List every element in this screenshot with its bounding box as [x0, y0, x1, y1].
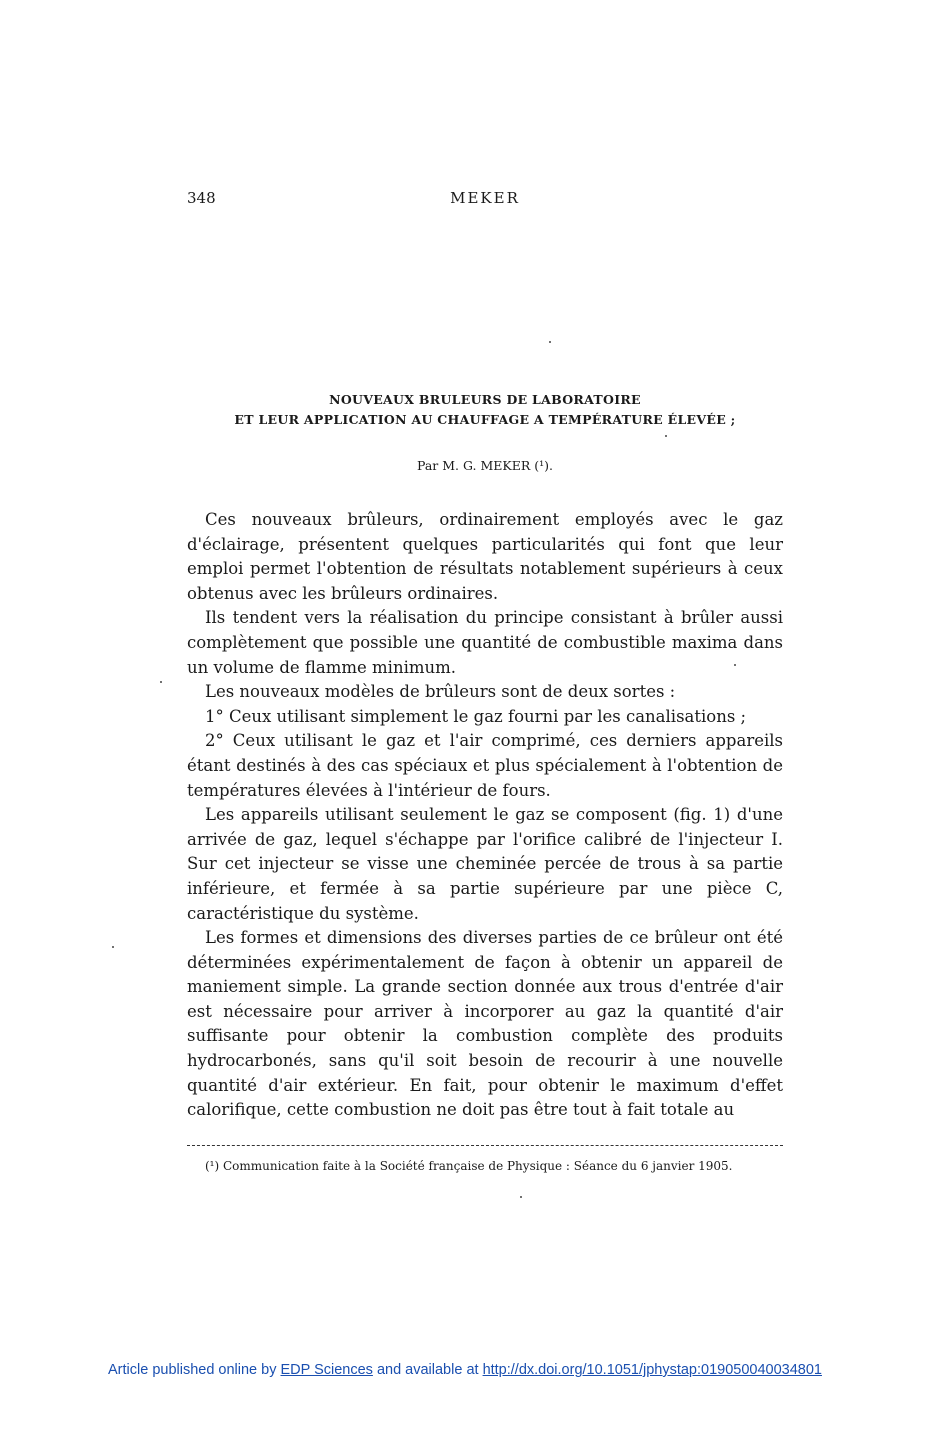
paragraph: 1° Ceux utilisant simplement le gaz fourni par les canalisations ;	[205, 706, 747, 726]
title-line-2: ET LEUR APPLICATION AU CHAUFFAGE A TEMPÉRATURE ÉLEVÉE ;	[234, 412, 736, 427]
author-byline: Par M. G. MEKER (¹).	[417, 458, 553, 473]
footnote	[187, 1158, 783, 1175]
paragraph: Les nouveaux modèles de brûleurs sont de deux sortes :	[205, 682, 676, 702]
doi-link[interactable]: http://dx.doi.org/10.1051/jphystap:019050040034801	[482, 1362, 822, 1378]
paragraph: Les formes et dimensions des diverses parties de ce brûleur ont été déterminées expérimentalement de façon à obtenir un appareil de maniement simple. La grande section donnée aux trous d'entrée d'air est nécessaire pour arriver à incorporer au gaz la quantité d'air suffisante pour obtenir la combustion complète des produits hydrocarbonés, sans qu'il soit besoin de recourir à une nouvelle quantité d'air extérieur. En fait, pour obtenir le maximum d'effet calorifique, cette combustion ne doit pas être tout à fait totale au	[187, 928, 783, 1120]
scan-speck	[112, 946, 114, 948]
running-title: MEKER	[450, 189, 520, 207]
footnote-text: (¹) Communication faite à la Société française de Physique : Séance du 6 janvier 1905.	[205, 1159, 733, 1173]
footnote-rule	[187, 1145, 783, 1146]
article-body	[187, 508, 783, 1123]
scan-speck	[160, 681, 162, 683]
footer-middle: and available at	[376, 1362, 479, 1378]
scan-speck	[520, 1196, 522, 1198]
paragraph: Ils tendent vers la réalisation du principe consistant à brûler aussi complètement que possible une quantité de combustible maxima dans un volume de flamme minimum.	[187, 608, 783, 677]
publication-footer	[0, 1362, 930, 1378]
article-title	[187, 390, 783, 430]
footer-prefix: Article published online by	[108, 1362, 277, 1378]
page-number: 348	[187, 189, 216, 207]
scan-speck	[549, 341, 551, 343]
paragraph: Ces nouveaux brûleurs, ordinairement employés avec le gaz d'éclairage, présentent quelques particularités qui font que leur emploi permet l'obtention de résultats notablement supérieurs à ceux obtenus avec les brûleurs ordinaires.	[187, 510, 783, 603]
running-head	[187, 189, 783, 211]
paragraph: Les appareils utilisant seulement le gaz se composent (fig. 1) d'une arrivée de gaz, lequel s'échappe par l'orifice calibré de l'injecteur I. Sur cet injecteur se visse une cheminée percée de trous à sa partie inférieure, et fermée à sa partie supérieure par une pièce C, caractéristique du système.	[187, 805, 783, 923]
paragraph: 2° Ceux utilisant le gaz et l'air comprimé, ces derniers appareils étant destinés à des cas spéciaux et plus spécialement à l'obtention de températures élevées à l'intérieur de fours.	[187, 731, 783, 800]
title-line-1: NOUVEAUX BRULEURS DE LABORATOIRE	[329, 392, 641, 407]
publisher-link[interactable]: EDP Sciences	[280, 1362, 373, 1378]
scan-speck	[665, 435, 667, 437]
